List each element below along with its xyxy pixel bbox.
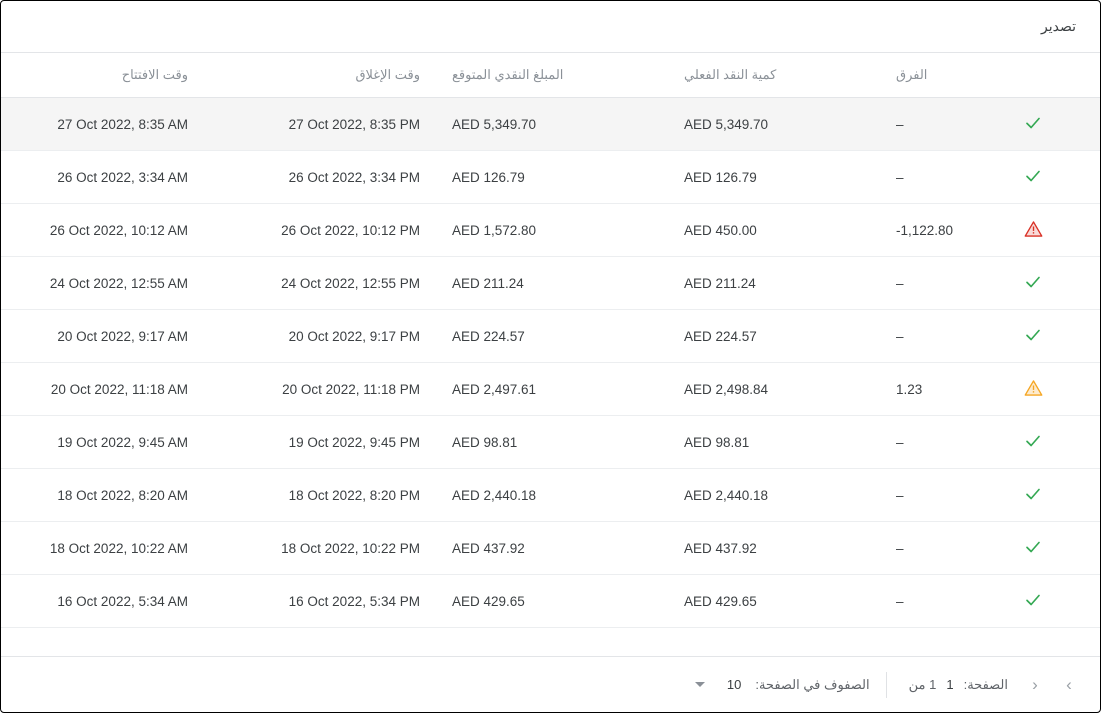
current-page-value: 1 bbox=[946, 677, 954, 692]
sessions-table bbox=[1, 53, 1100, 628]
check-icon bbox=[1024, 173, 1042, 188]
toolbar bbox=[1, 1, 1100, 53]
cell-actual-cash: AED 224.57 bbox=[668, 310, 880, 363]
cell-open-time: 19 Oct 2022, 9:45 AM bbox=[1, 416, 204, 469]
cell-status bbox=[1002, 310, 1100, 363]
check-icon bbox=[1024, 279, 1042, 294]
cell-expected-cash: AED 1,572.80 bbox=[436, 204, 668, 257]
cell-close-time: 26 Oct 2022, 10:12 PM bbox=[204, 204, 436, 257]
cell-difference: – bbox=[880, 310, 1002, 363]
cell-expected-cash: AED 429.65 bbox=[436, 575, 668, 628]
cell-open-time: 18 Oct 2022, 8:20 AM bbox=[1, 469, 204, 522]
table-row[interactable] bbox=[1, 363, 1100, 416]
table-row[interactable] bbox=[1, 204, 1100, 257]
cell-close-time: 20 Oct 2022, 9:17 PM bbox=[204, 310, 436, 363]
cell-difference: 1.23 bbox=[880, 363, 1002, 416]
cell-expected-cash: AED 437.92 bbox=[436, 522, 668, 575]
check-icon bbox=[1024, 491, 1042, 506]
cell-open-time: 24 Oct 2022, 12:55 AM bbox=[1, 257, 204, 310]
cell-difference: – bbox=[880, 151, 1002, 204]
cell-expected-cash: AED 211.24 bbox=[436, 257, 668, 310]
chevron-down-icon bbox=[695, 682, 705, 687]
table-header-row bbox=[1, 53, 1100, 98]
alert-triangle-icon bbox=[1024, 226, 1043, 241]
cell-actual-cash: AED 5,349.70 bbox=[668, 98, 880, 151]
table-row[interactable] bbox=[1, 257, 1100, 310]
rows-per-page-select[interactable] bbox=[695, 677, 741, 692]
cell-actual-cash: AED 437.92 bbox=[668, 522, 880, 575]
cell-actual-cash: AED 450.00 bbox=[668, 204, 880, 257]
table-row[interactable] bbox=[1, 310, 1100, 363]
cell-expected-cash: AED 2,440.18 bbox=[436, 469, 668, 522]
cell-actual-cash: AED 126.79 bbox=[668, 151, 880, 204]
cell-actual-cash: AED 429.65 bbox=[668, 575, 880, 628]
cell-open-time: 26 Oct 2022, 10:12 AM bbox=[1, 204, 204, 257]
column-header-actual: كمية النقد الفعلي bbox=[668, 53, 880, 98]
cell-close-time: 24 Oct 2022, 12:55 PM bbox=[204, 257, 436, 310]
cell-status bbox=[1002, 98, 1100, 151]
cell-open-time: 16 Oct 2022, 5:34 AM bbox=[1, 575, 204, 628]
cell-open-time: 20 Oct 2022, 9:17 AM bbox=[1, 310, 204, 363]
column-header-difference: الفرق bbox=[880, 53, 1002, 98]
cell-open-time: 26 Oct 2022, 3:34 AM bbox=[1, 151, 204, 204]
pagination-bar bbox=[1, 656, 1100, 712]
page-label: الصفحة: bbox=[963, 676, 1008, 692]
cell-close-time: 18 Oct 2022, 10:22 PM bbox=[204, 522, 436, 575]
column-header-close-time: وقت الإغلاق bbox=[204, 53, 436, 98]
cell-close-time: 19 Oct 2022, 9:45 PM bbox=[204, 416, 436, 469]
cell-difference: – bbox=[880, 98, 1002, 151]
cell-difference: – bbox=[880, 257, 1002, 310]
cell-open-time: 27 Oct 2022, 8:35 AM bbox=[1, 98, 204, 151]
cell-difference: -1,122.80 bbox=[880, 204, 1002, 257]
check-icon bbox=[1024, 120, 1042, 135]
cell-difference: – bbox=[880, 416, 1002, 469]
cell-expected-cash: AED 224.57 bbox=[436, 310, 668, 363]
prev-page-button[interactable]: ‹ bbox=[1018, 668, 1052, 702]
cell-status bbox=[1002, 575, 1100, 628]
divider bbox=[886, 672, 887, 698]
export-button[interactable]: تصدير bbox=[1039, 14, 1078, 39]
cell-close-time: 26 Oct 2022, 3:34 PM bbox=[204, 151, 436, 204]
total-pages-label: 1 من bbox=[908, 676, 937, 692]
cell-actual-cash: AED 211.24 bbox=[668, 257, 880, 310]
table-row[interactable] bbox=[1, 522, 1100, 575]
table-row[interactable] bbox=[1, 575, 1100, 628]
cell-difference: – bbox=[880, 469, 1002, 522]
cell-expected-cash: AED 5,349.70 bbox=[436, 98, 668, 151]
check-icon bbox=[1024, 332, 1042, 347]
cell-status bbox=[1002, 363, 1100, 416]
cell-difference: – bbox=[880, 575, 1002, 628]
column-header-status bbox=[1002, 53, 1100, 98]
cell-close-time: 27 Oct 2022, 8:35 PM bbox=[204, 98, 436, 151]
cell-actual-cash: AED 2,498.84 bbox=[668, 363, 880, 416]
cell-difference: – bbox=[880, 522, 1002, 575]
cell-actual-cash: AED 98.81 bbox=[668, 416, 880, 469]
table-row[interactable] bbox=[1, 416, 1100, 469]
column-header-open-time: وقت الافتتاح bbox=[1, 53, 204, 98]
cell-status bbox=[1002, 151, 1100, 204]
cell-open-time: 20 Oct 2022, 11:18 AM bbox=[1, 363, 204, 416]
cell-status bbox=[1002, 416, 1100, 469]
cell-expected-cash: AED 98.81 bbox=[436, 416, 668, 469]
sessions-table-container bbox=[1, 53, 1100, 656]
next-page-button[interactable]: › bbox=[1052, 668, 1086, 702]
cell-open-time: 18 Oct 2022, 10:22 AM bbox=[1, 522, 204, 575]
table-row[interactable] bbox=[1, 151, 1100, 204]
alert-triangle-icon bbox=[1024, 385, 1043, 400]
check-icon bbox=[1024, 597, 1042, 612]
cell-expected-cash: AED 2,497.61 bbox=[436, 363, 668, 416]
cell-status bbox=[1002, 204, 1100, 257]
cell-close-time: 16 Oct 2022, 5:34 PM bbox=[204, 575, 436, 628]
table-body bbox=[1, 98, 1100, 628]
table-row[interactable] bbox=[1, 98, 1100, 151]
check-icon bbox=[1024, 544, 1042, 559]
table-row[interactable] bbox=[1, 469, 1100, 522]
cell-expected-cash: AED 126.79 bbox=[436, 151, 668, 204]
cell-actual-cash: AED 2,440.18 bbox=[668, 469, 880, 522]
cell-close-time: 20 Oct 2022, 11:18 PM bbox=[204, 363, 436, 416]
rows-per-page-label: الصفوف في الصفحة: bbox=[755, 676, 870, 692]
cell-status bbox=[1002, 257, 1100, 310]
table-header bbox=[1, 53, 1100, 98]
check-icon bbox=[1024, 438, 1042, 453]
cell-status bbox=[1002, 469, 1100, 522]
cell-status bbox=[1002, 522, 1100, 575]
rows-per-page-value: 10 bbox=[726, 677, 742, 692]
column-header-expected: المبلغ النقدي المتوقع bbox=[436, 53, 668, 98]
cell-close-time: 18 Oct 2022, 8:20 PM bbox=[204, 469, 436, 522]
